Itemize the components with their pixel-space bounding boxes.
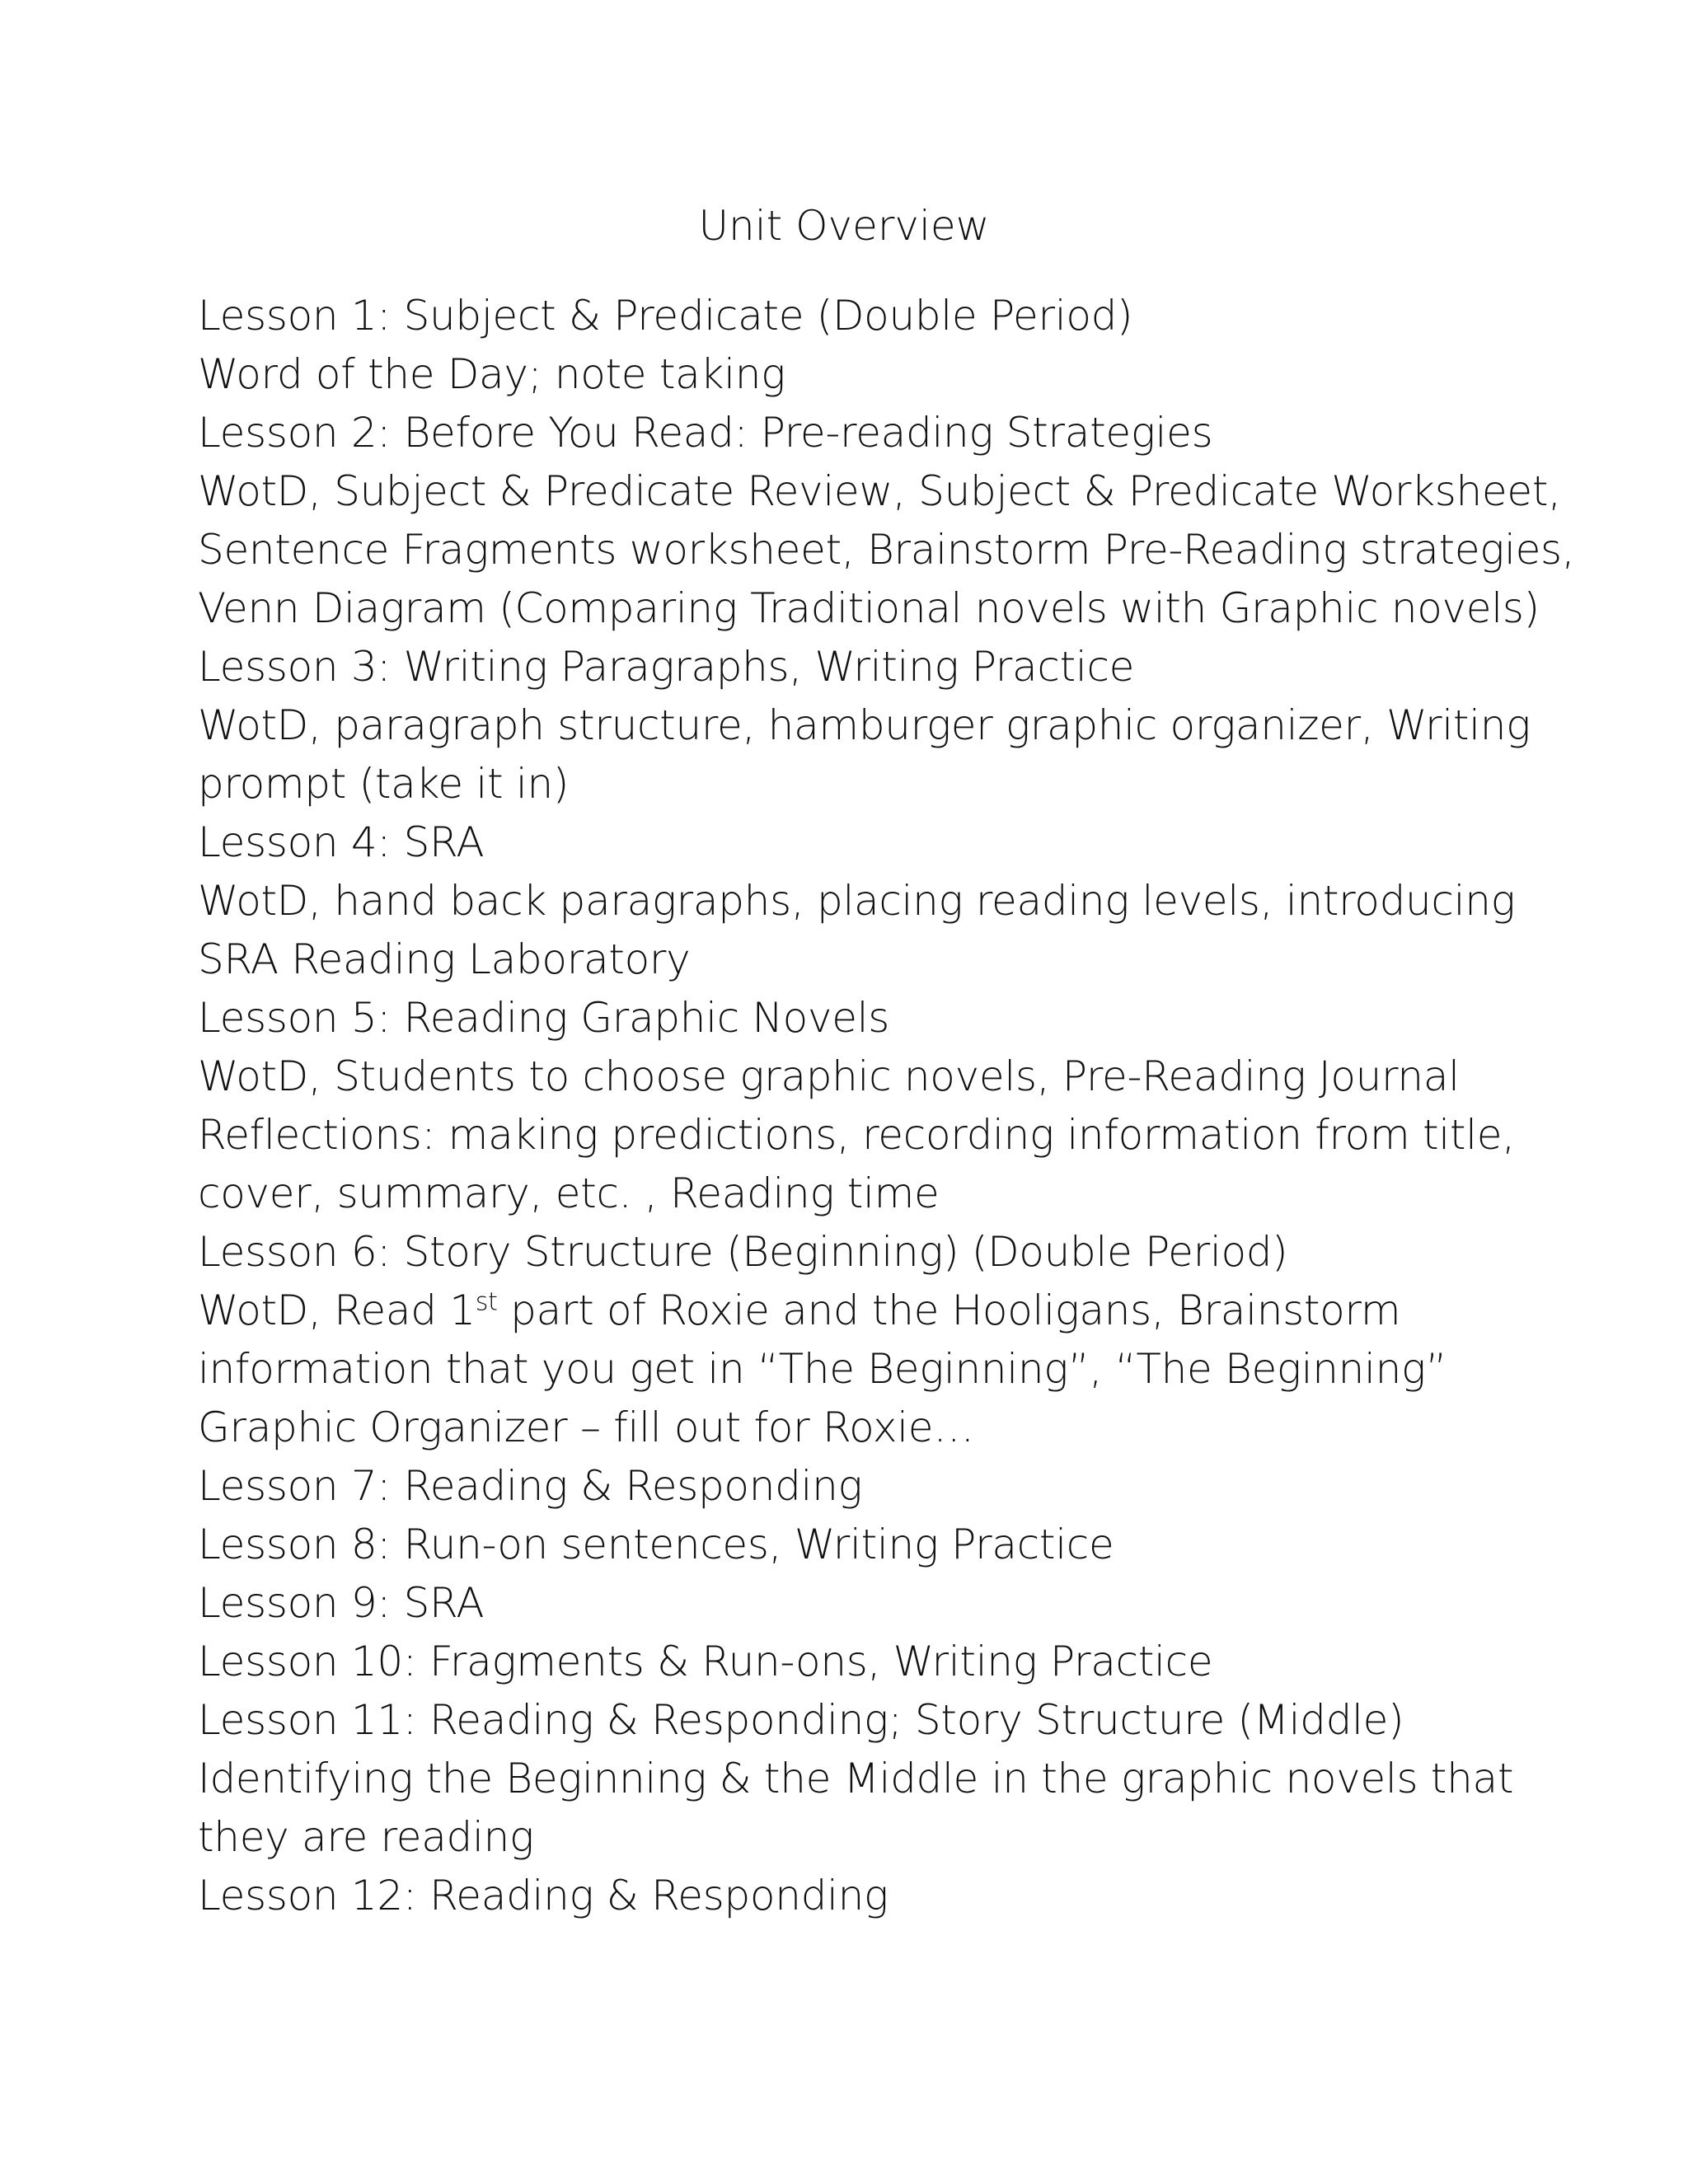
text-line: Graphic Organizer – fill out for Roxie… [198,1404,974,1451]
text-line: Lesson 2: Before You Read: Pre-reading Strategies [198,409,1213,457]
text-line: Lesson 4: SRA [198,818,485,866]
text-line: Lesson 5: Reading Graphic Novels [198,994,890,1042]
lesson6-detail-before: WotD, Read 1 [198,1286,476,1334]
text-line: information that you get in “The Beginning”, “The Beginning” [198,1345,1447,1393]
text-line: Lesson 9: SRA [198,1579,485,1627]
text-line: Venn Diagram (Comparing Traditional novels with Graphic novels) [198,584,1540,632]
text-line: Sentence Fragments worksheet, Brainstorm Pre-Reading strategies, [198,526,1575,574]
text-line: Lesson 7: Reading & Responding [198,1462,863,1510]
text-line: WotD, hand back paragraphs, placing reading levels, introducing [198,877,1516,925]
text-line: Lesson 6: Story Structure (Beginning) (Double Period) [198,1228,1288,1276]
text-line: SRA Reading Laboratory [198,935,691,983]
text-line: prompt (take it in) [198,760,570,808]
text-line: Reflections: making predictions, recording information from title, [198,1111,1515,1159]
text-line: Lesson 1: Subject & Predicate (Double Period) [198,292,1133,340]
text-line: WotD, Students to choose graphic novels, Pre-Reading Journal [198,1052,1460,1100]
unit-overview-body [198,287,1575,1925]
lesson6-detail-after: part of Roxie and the Hooligans, Brainstorm [497,1286,1401,1334]
text-line: cover, summary, etc. , Reading time [198,1169,940,1217]
text-line: Lesson 11: Reading & Responding; Story Structure (Middle) [198,1696,1404,1744]
text-line: Word of the Day; note taking [198,350,785,398]
text-line: WotD, paragraph structure, hamburger graphic organizer, Writing [198,701,1531,749]
lesson6-detail-line [198,1282,1533,1340]
text-line: Identifying the Beginning & the Middle in the graphic novels that [198,1755,1514,1802]
text-line: Lesson 8: Run-on sentences, Writing Practice [198,1521,1114,1568]
text-line: WotD, Subject & Predicate Review, Subject & Predicate Worksheet, [198,467,1561,515]
page-title: Unit Overview [698,202,990,250]
text-line: Lesson 12: Reading & Responding [198,1872,889,1919]
text-line: Lesson 3: Writing Paragraphs, Writing Practice [198,643,1135,691]
text-line: Lesson 10: Fragments & Run-ons, Writing Practice [198,1638,1213,1685]
text-line: they are reading [198,1813,534,1861]
ordinal-superscript: st [475,1287,498,1317]
